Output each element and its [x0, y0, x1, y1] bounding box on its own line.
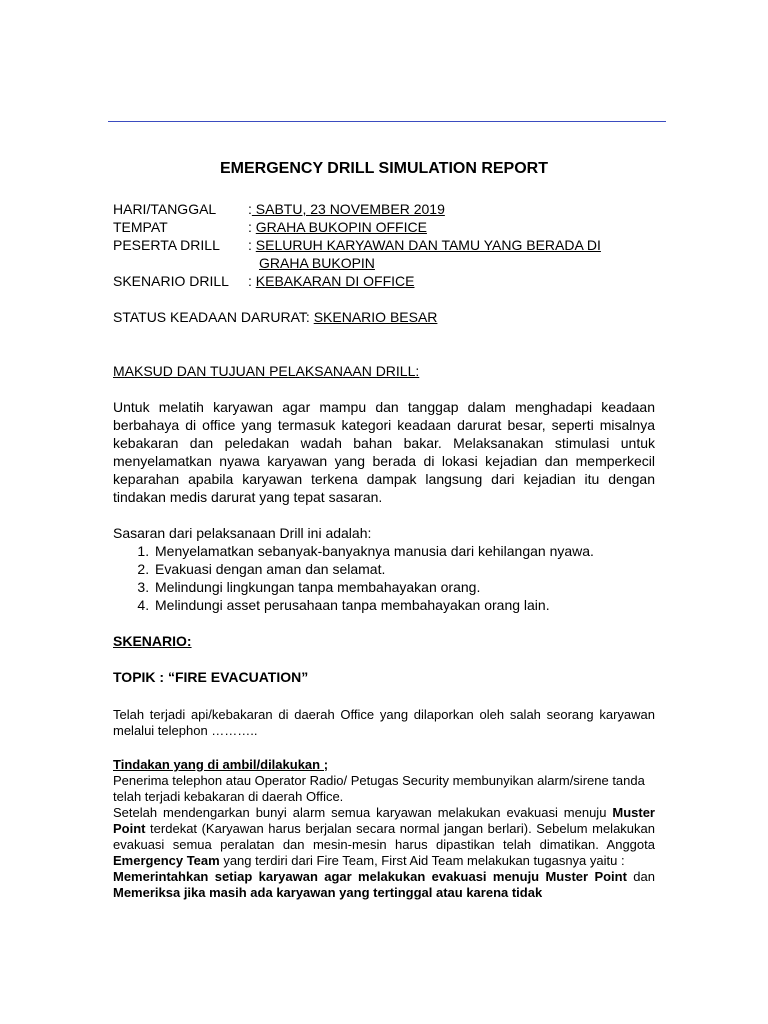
actions-heading: Tindakan yang di ambil/dilakukan ;	[113, 757, 329, 772]
muster-point-emphasis: Muster Point	[113, 805, 655, 836]
info-label: HARI/TANGGAL	[113, 201, 217, 217]
purpose-heading: MAKSUD DAN TUJUAN PELAKSANAAN DRILL:	[113, 363, 420, 379]
info-block	[113, 200, 655, 290]
status-label: STATUS KEADAAN DARURAT:	[113, 309, 314, 325]
info-colon: :	[248, 201, 252, 217]
info-label: PESERTA DRILL	[113, 237, 220, 253]
info-value: GRAHA BUKOPIN OFFICE	[255, 219, 427, 235]
report-title: EMERGENCY DRILL SIMULATION REPORT	[219, 160, 548, 177]
info-row-peserta-drill	[113, 236, 655, 272]
actions-paragraph-1: Penerima telephon atau Operator Radio/ Petugas Security membunyikan alarm/sirene tanda telah terjadi kebakaran di daerah Office.	[113, 773, 645, 804]
purpose-paragraph: Untuk melatih karyawan agar mampu dan tanggap dalam menghadapi keadaan berbahaya di office yang termasuk kategori keadaan darurat besar, seperti misalnya kebakaran dan peledakan wadah bahan bakar. Melaksanakan stimulasi untuk menyelamatkan nyawa karyawan yang berada di lokasi kejadian dan memperkecil keparahan apabila karyawan terkena dampak langsung dari kejadian itu dengan tindakan medis darurat yang tepat sasaran.	[113, 399, 655, 505]
incident-paragraph: Telah terjadi api/kebakaran di daerah Office yang dilaporkan oleh salah seorang karyawan melalui telephon ………..	[113, 707, 655, 738]
targets-intro: Sasaran dari pelaksanaan Drill ini adalah:	[113, 525, 372, 541]
info-colon: :	[248, 273, 256, 289]
emergency-team-emphasis: Emergency Team	[113, 853, 220, 868]
list-item: 2. Evakuasi dengan aman dan selamat.	[153, 560, 655, 578]
header-rule	[108, 121, 666, 122]
info-row-tempat	[113, 218, 655, 236]
list-item: 4. Melindungi asset perusahaan tanpa membahayakan orang lain.	[153, 596, 655, 614]
info-colon: :	[248, 219, 256, 235]
actions-paragraph-2: Setelah mendengarkan bunyi alarm semua karyawan melakukan evakuasi menuju Muster Point terdekat (Karyawan harus berjalan secara normal jangan berlari). Sebelum melakukan evakuasi semua peralatan dan mesin-mesin harus dipastikan telah dimatikan. Anggota Emergency Team yang terdiri dari Fire Team, First Aid Team melakukan tugasnya yaitu :	[113, 805, 655, 868]
status-line	[113, 308, 655, 326]
info-row-skenario-drill	[113, 272, 655, 290]
scenario-heading: SKENARIO:	[113, 633, 192, 649]
evacuation-order-emphasis: Memerintahkan setiap karyawan agar melakukan evakuasi menuju Muster Point	[113, 869, 627, 884]
report-body	[113, 200, 655, 901]
check-employees-emphasis: Memeriksa jika masih ada karyawan yang tertinggal atau karena tidak	[113, 885, 543, 900]
targets-list	[113, 542, 655, 614]
info-label: TEMPAT	[113, 219, 168, 235]
topic-heading: TOPIK : “FIRE EVACUATION”	[113, 669, 309, 685]
list-item: 1. Menyelamatkan sebanyak-banyaknya manusia dari kehilangan nyawa.	[153, 542, 655, 560]
info-row-hari-tanggal	[113, 200, 655, 218]
info-colon: :	[248, 237, 256, 253]
info-value: KEBAKARAN DI OFFICE	[255, 273, 415, 289]
info-value-continued: GRAHA BUKOPIN	[259, 255, 375, 271]
list-item: 3. Melindungi lingkungan tanpa membahayakan orang.	[153, 578, 655, 596]
actions-paragraph-3: Memerintahkan setiap karyawan agar melakukan evakuasi menuju Muster Point dan Memeriksa jika masih ada karyawan yang tertinggal atau karena tidak	[113, 869, 655, 900]
info-label: SKENARIO DRILL	[113, 273, 229, 289]
status-value: SKENARIO BESAR	[313, 309, 438, 325]
info-value: SABTU, 23 NOVEMBER 2019	[251, 201, 445, 217]
info-value: SELURUH KARYAWAN DAN TAMU YANG BERADA DI	[255, 237, 601, 253]
